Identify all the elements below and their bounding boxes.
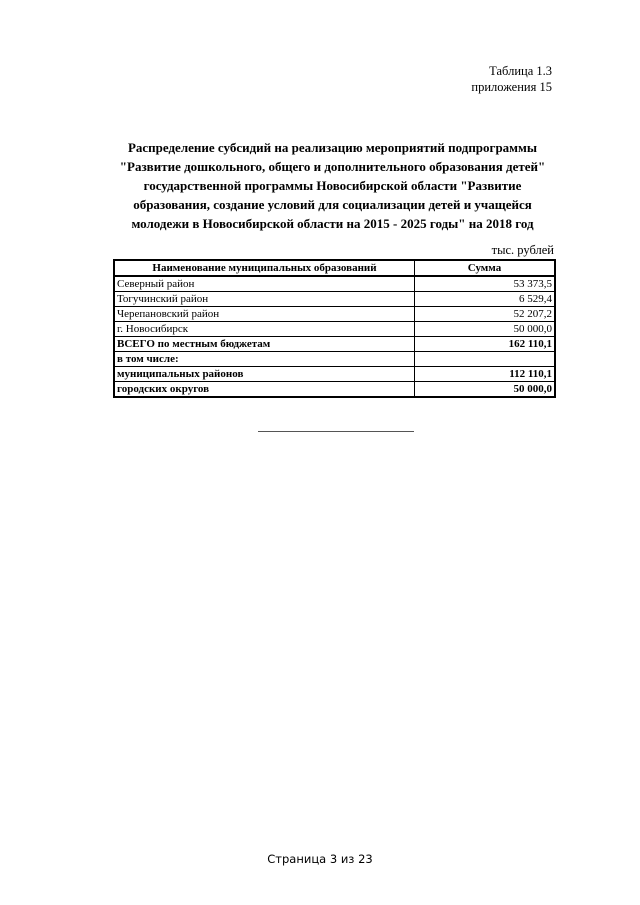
row-value: 53 373,5 bbox=[415, 276, 556, 292]
row-value: 52 207,2 bbox=[415, 307, 556, 322]
column-header-sum: Сумма bbox=[415, 260, 556, 276]
column-header-name: Наименование муниципальных образований bbox=[114, 260, 415, 276]
row-value bbox=[415, 352, 556, 367]
appendix-number: приложения 15 bbox=[471, 80, 552, 94]
row-name: Северный район bbox=[114, 276, 415, 292]
row-name: г. Новосибирск bbox=[114, 322, 415, 337]
table-row bbox=[114, 307, 555, 322]
row-value: 50 000,0 bbox=[415, 382, 556, 398]
table-reference bbox=[471, 63, 552, 95]
total-row bbox=[114, 337, 555, 352]
row-value: 50 000,0 bbox=[415, 322, 556, 337]
row-name: ВСЕГО по местным бюджетам bbox=[114, 337, 415, 352]
table-row bbox=[114, 276, 555, 292]
document-title bbox=[100, 138, 565, 233]
subsidy-table bbox=[113, 259, 556, 398]
table-header-row bbox=[114, 260, 555, 276]
row-name: городских округов bbox=[114, 382, 415, 398]
separator-line bbox=[258, 431, 414, 432]
subheading-row bbox=[114, 352, 555, 367]
row-name: Тогучинский район bbox=[114, 292, 415, 307]
row-value: 112 110,1 bbox=[415, 367, 556, 382]
row-value: 162 110,1 bbox=[415, 337, 556, 352]
title-line: молодежи в Новосибирской области на 2015 - 2025 годы" на 2018 год bbox=[131, 216, 534, 231]
title-line: "Развитие дошкольного, общего и дополнительного образования детей" bbox=[119, 159, 546, 174]
row-name: Черепановский район bbox=[114, 307, 415, 322]
table-number: Таблица 1.3 bbox=[489, 64, 552, 78]
title-line: Распределение субсидий на реализацию мероприятий подпрограммы bbox=[127, 140, 538, 155]
page-number: Страница 3 из 23 bbox=[267, 852, 373, 866]
row-name: муниципальных районов bbox=[114, 367, 415, 382]
title-line: государственной программы Новосибирской области "Развитие bbox=[143, 178, 522, 193]
row-name: в том числе: bbox=[114, 352, 415, 367]
title-line: образования, создание условий для социализации детей и учащейся bbox=[133, 197, 532, 212]
table-row bbox=[114, 292, 555, 307]
table-row bbox=[114, 322, 555, 337]
units-label: тыс. рублей bbox=[491, 243, 554, 257]
subtotal-row bbox=[114, 382, 555, 398]
row-value: 6 529,4 bbox=[415, 292, 556, 307]
subtotal-row bbox=[114, 367, 555, 382]
